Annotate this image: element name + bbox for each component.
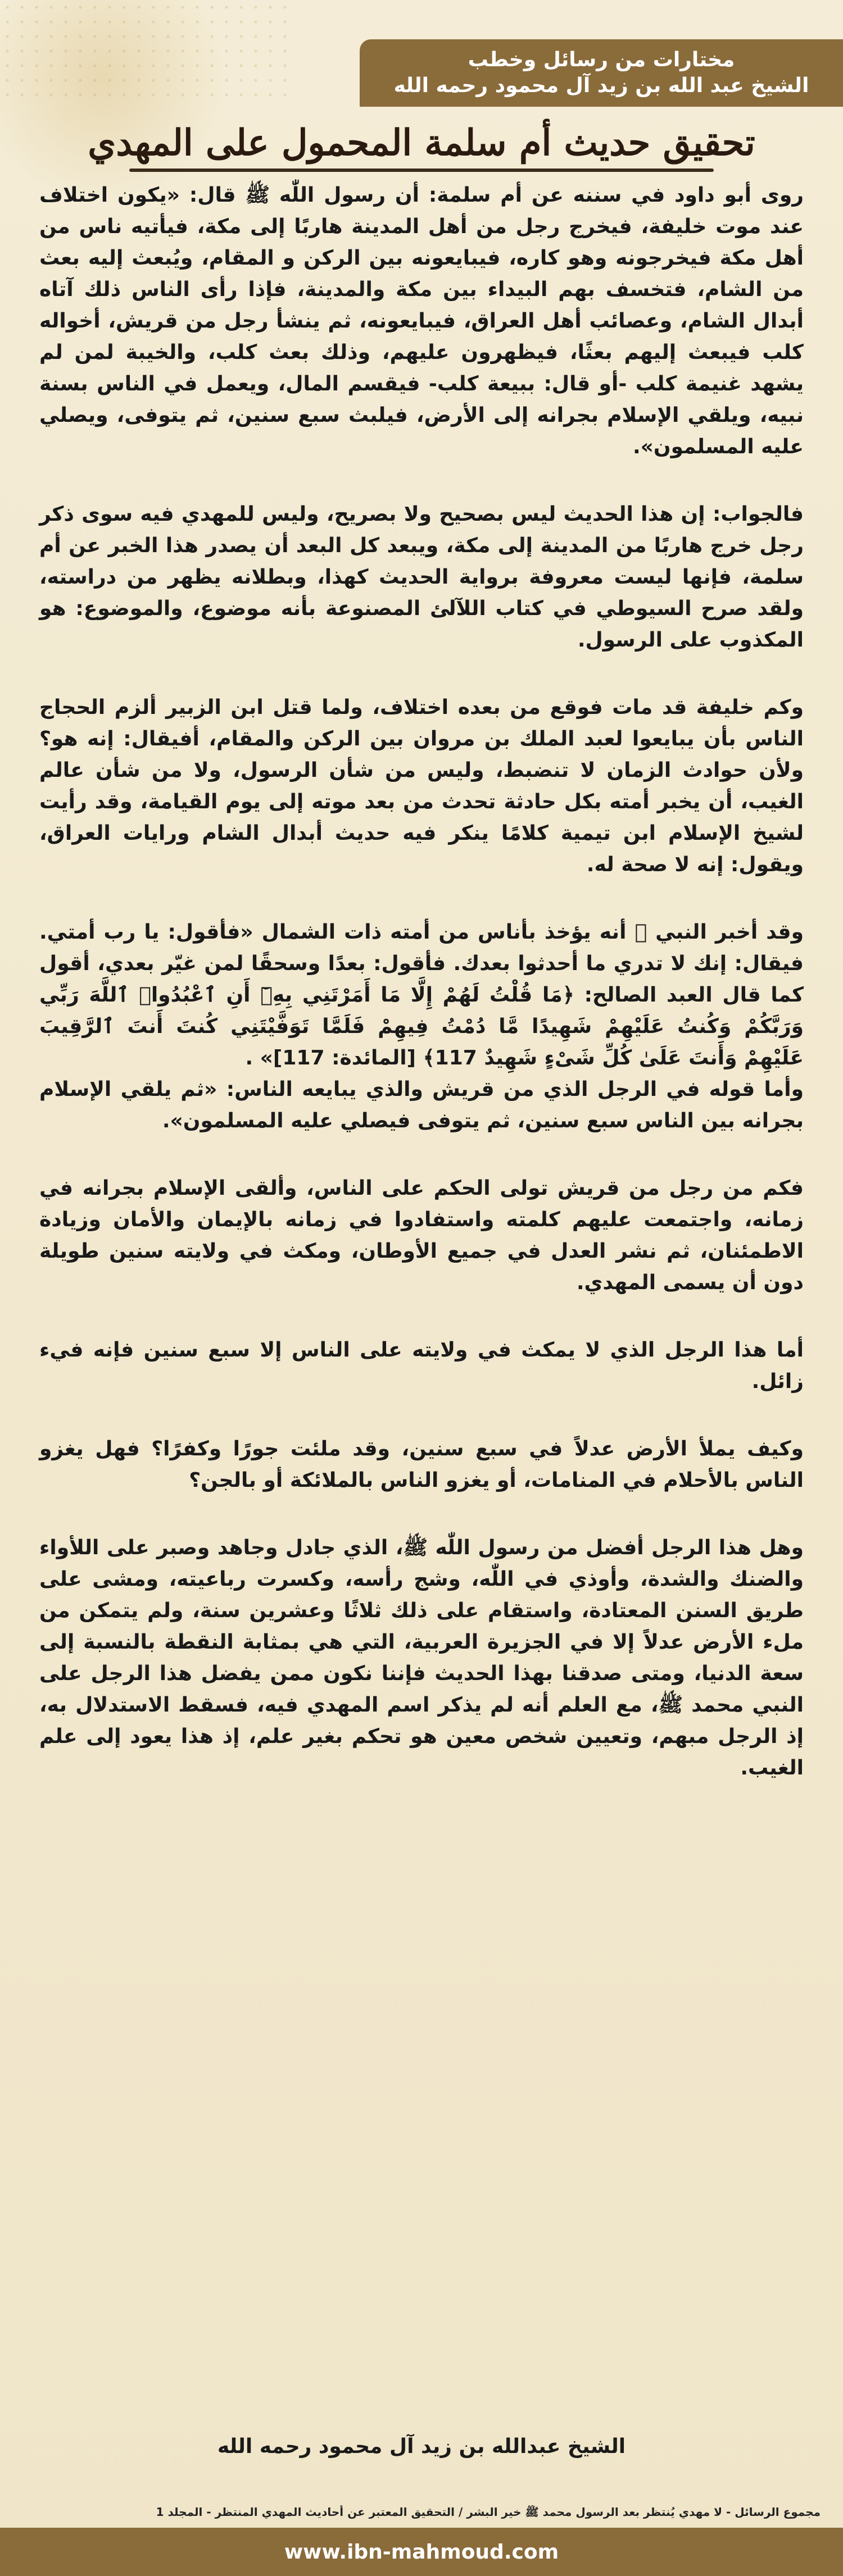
title-underline	[129, 169, 714, 172]
footer-band	[0, 2528, 843, 2576]
paragraph-conclusion: وهل هذا الرجل أفضل من رسول اللّٰه ﷺ، الذي جادل وجاهد وصبر على اللأواء والضنك والشدة، وأوذي في اللّٰه، وشج رأسه، وكسرت رباعيته، ومشى على طريق السنن المعتادة، واستقام على ذلك ثلاثًا وعشرين سنة، ولم يتمكن من ملء الأرض عدلاً إلا في الجزيرة العربية، التي هي بمثابة النقطة بالنسبة إلى سعة الدنيا، ومتى صدقنا بهذا الحديث فإننا نكون ممن يفضل هذا الرجل على النبي محمد ﷺ، مع العلم أنه لم يذكر اسم المهدي فيه، فسقط الاستدلال به، إذ الرجل مبهم، وتعيين شخص معين هو تحكم بغير علم، إذ هذا يعود إلى علم الغيب.	[39, 1536, 804, 1779]
header-band	[360, 39, 843, 107]
quran-verse: ﴿مَا قُلْتُ لَهُمْ إِلَّا مَا أَمَرْتَنِي بِهِۦٓ أَنِ ٱعْبُدُوا۟ ٱللَّهَ رَبِّي وَرَبَّكُمْ وَكُنتُ عَلَيْهِمْ شَهِيدًا مَّا دُمْتُ فِيهِمْ فَلَمَّا تَوَفَّيْتَنِي كُنتَ أَنتَ ٱلرَّقِيبَ عَلَيْهِمْ وَأَنتَ عَلَىٰ كُلِّ شَىْءٍ شَهِيدٌ 117﴾	[39, 984, 804, 1069]
decorative-pattern	[0, 0, 292, 101]
header-subtitle: مختارات من رسائل وخطب	[468, 48, 735, 71]
header-author: الشيخ عبد الله بن زيد آل محمود رحمه الله	[393, 74, 809, 97]
paragraph-history: وكم خليفة قد مات فوقع من بعده اختلاف، ولما قتل ابن الزبير ألزم الحجاج الناس بأن يبايعوا لعبد الملك بن مروان بين الركن والمقام، أفيقال: إنه هو؟ ولأن حوادث الزمان لا تنضبط، وليس من شأن الرسول، ولا من شأن عالم الغيب، أن يخبر أمته بكل حادثة تحدث من بعد موته إلى يوم القيامة، وقد رأيت لشيخ الإسلام ابن تيمية كلامًا ينكر فيه حديث أبدال الشام ورايات العراق، ويقول: إنه لا صحة له.	[39, 696, 804, 876]
paragraph-prophet-intro: وقد أخبر النبي ﷺ أنه يؤخذ بأناس من أمته ذات الشمال «فأقول: يا رب أمتي. فيقال: إنك لا تدري ما أحدثوا بعدك. فأقول: بعدًا وسحقًا لمن غيّر بعدي، أقول كما قال العبد الصالح:	[39, 921, 804, 1007]
paragraph-answer: فالجواب: إن هذا الحديث ليس بصحيح ولا بصريح، وليس للمهدي فيه سوى ذكر رجل خرج هاربًا من المدينة إلى مكة، ويبعد كل البعد أن يصدر هذا الخبر عن أم سلمة، فإنها ليست معروفة برواية الحديث كهذا، وبطلانه يظهر من دراسته، ولقد صرح السيوطي في كتاب اللآلئ المصنوعة بأنه موضوع، والموضوع: هو المكذوب على الرسول.	[39, 503, 804, 652]
paragraph-prophet	[39, 917, 804, 1074]
article-body	[39, 180, 804, 1820]
paragraph-quraysh: فكم من رجل من قريش تولى الحكم على الناس، وألقى الإسلام بجرانه في زمانه، واجتمعت عليهم كلمته واستفادوا في زمانه بالإيمان والأمان وزيادة الاطمئنان، ثم نشر العدل في جميع الأوطان، ومكث في ولايته سنين طويلة دون أن يسمى المهدي.	[39, 1177, 804, 1294]
page-title: تحقيق حديث أم سلمة المحمول على المهدي	[88, 122, 755, 164]
source-citation: مجموع الرسائل - لا مهدي يُنتظر بعد الرسول محمد ﷺ خير البشر / التحقيق المعتبر عن أحاديث المهدي المنتظر - المجلد 1	[156, 2505, 821, 2519]
paragraph-seven-years: أما هذا الرجل الذي لا يمكث في ولايته على الناس إلا سبع سنين فإنه فيء زائل.	[39, 1339, 804, 1393]
website-link[interactable]: www.ibn-mahmoud.com	[284, 2540, 559, 2564]
author-signature: الشيخ عبدالله بن زيد آل محمود رحمه الله	[217, 2435, 626, 2458]
paragraph-justice: وكيف يملأ الأرض عدلاً في سبع سنين، وقد ملئت جورًا وكفرًا؟ فهل يغزو الناس بالأحلام في المنامات، أو يغزو الناس بالملائكة أو بالجن؟	[39, 1437, 804, 1492]
quran-reference: [المائدة: 117]» .	[245, 1046, 416, 1069]
paragraph-hadith: روى أبو داود في سننه عن أم سلمة: أن رسول اللّٰه ﷺ قال: «يكون اختلاف عند موت خليفة، فيخرج رجل من أهل المدينة هاربًا إلى مكة، فيأتيه ناس من أهل مكة فيخرجونه وهو كاره، فيبايعونه بين الركن و المقام، ويُبعث إليه بعث من الشام، فتخسف بهم البيداء بين مكة والمدينة، فإذا رأى الناس ذلك آتاه أبدال الشام، وعصائب أهل العراق، فيبايعونه، ثم ينشأ رجل من قريش، أخواله كلب فيبعث إليهم بعثًا، فيظهرون عليهم، وذلك بعث كلب، والخيبة لمن لم يشهد غنيمة كلب -أو قال: ببيعة كلب- فيقسم المال، ويعمل في الناس بسنة نبيه، ويلقي الإسلام بجرانه إلى الأرض، فيلبث سبع سنين، ثم يتوفى، ويصلي عليه المسلمون».	[39, 184, 804, 458]
paragraph-followup: وأما قوله في الرجل الذي من قريش والذي يبايعه الناس: «ثم يلقي الإسلام بجرانه بين الناس سبع سنين، ثم يتوفى فيصلي عليه المسلمون».	[39, 1078, 804, 1132]
